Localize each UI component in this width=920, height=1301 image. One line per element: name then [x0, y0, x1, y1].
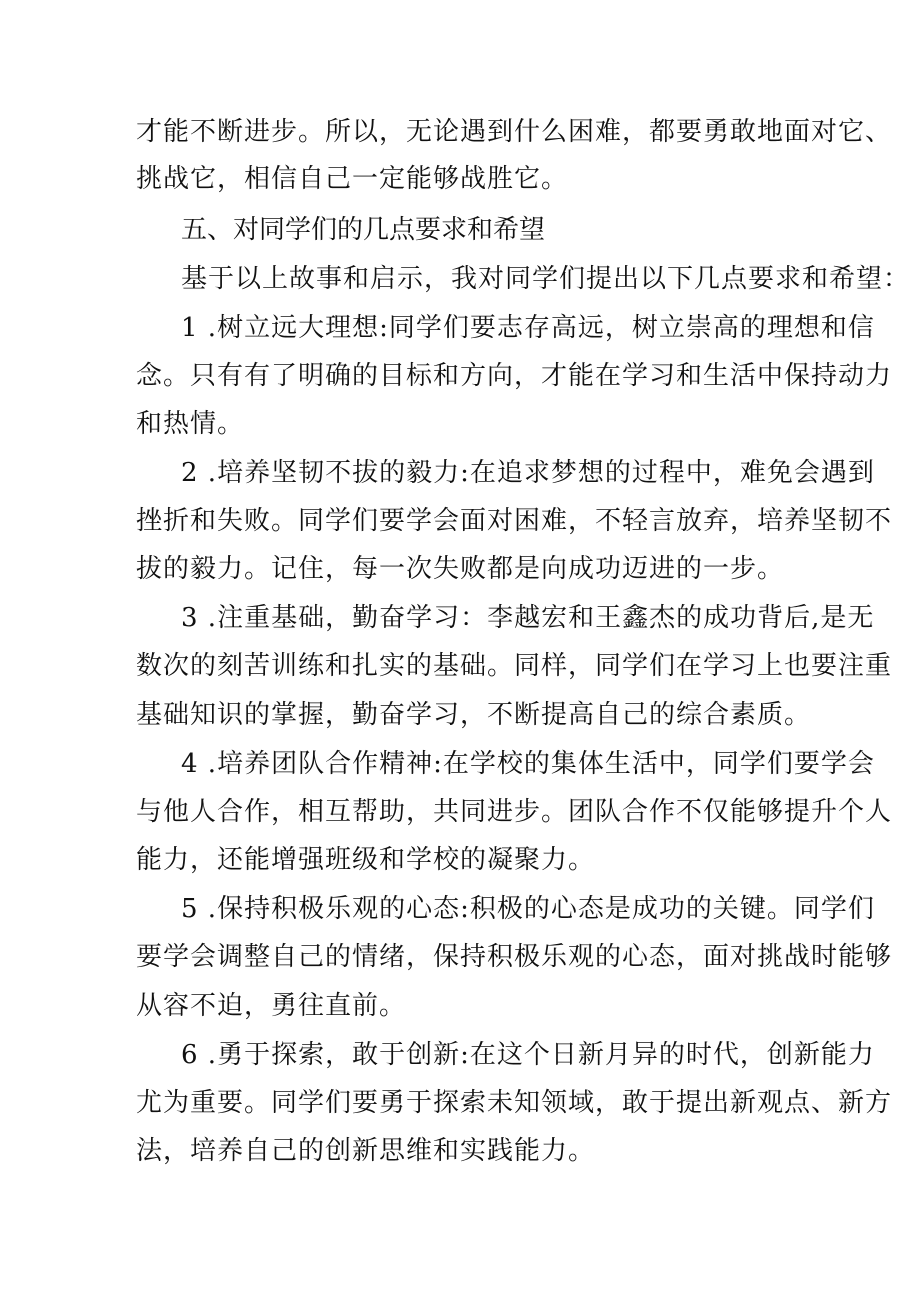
list-item-3-line: 基础知识的掌握，勤奋学习，不断提高自己的综合素质。: [136, 700, 812, 730]
list-item-4-line: 能力，还能增强班级和学校的凝聚力。: [136, 845, 596, 875]
list-item-4-line: 4 .培养团队合作精神:在学校的集体生活中，同学们要学会: [181, 749, 875, 779]
list-item-1-line: 念。只有有了明确的目标和方向，才能在学习和生活中保持动力: [136, 361, 893, 391]
list-item-6-line: 尤为重要。同学们要勇于探索未知领域，敢于提出新观点、新方: [136, 1088, 893, 1118]
list-item-6-line: 6 .勇于探索，敢于创新:在这个日新月异的时代，创新能力: [181, 1040, 875, 1070]
paragraph-continuation-line: 挑战它，相信自己一定能够战胜它。: [136, 164, 569, 194]
list-item-1-line: 1 .树立远大理想:同学们要志存高远，树立崇高的理想和信: [181, 313, 875, 343]
list-item-5-line: 5 .保持积极乐观的心态:积极的心态是成功的关键。同学们: [181, 894, 875, 924]
list-item-5-line: 要学会调整自己的情绪，保持积极乐观的心态，面对挑战时能够: [136, 942, 893, 972]
section-intro: 基于以上故事和启示，我对同学们提出以下几点要求和希望：: [181, 264, 911, 294]
list-item-4-line: 与他人合作，相互帮助，共同进步。团队合作不仅能够提升个人: [136, 797, 893, 827]
list-item-3-line: 数次的刻苦训练和扎实的基础。同样，同学们在学习上也要注重: [136, 651, 893, 681]
list-item-6-line: 法，培养自己的创新思维和实践能力。: [136, 1136, 596, 1166]
list-item-2-line: 挫折和失败。同学们要学会面对困难，不轻言放弃，培养坚韧不: [136, 506, 893, 536]
list-item-3-line: 3 .注重基础，勤奋学习：李越宏和王鑫杰的成功背后,是无: [181, 603, 875, 633]
list-item-1-line: 和热情。: [136, 409, 245, 439]
list-item-5-line: 从容不迫，勇往直前。: [136, 991, 407, 1021]
section-heading: 五、对同学们的几点要求和希望: [181, 215, 546, 245]
list-item-2-line: 拔的毅力。记住，每一次失败都是向成功迈进的一步。: [136, 554, 785, 584]
list-item-2-line: 2 .培养坚韧不拔的毅力:在追求梦想的过程中，难免会遇到: [181, 458, 875, 488]
paragraph-continuation-line: 才能不断进步。所以，无论遇到什么困难，都要勇敢地面对它、: [136, 117, 893, 147]
